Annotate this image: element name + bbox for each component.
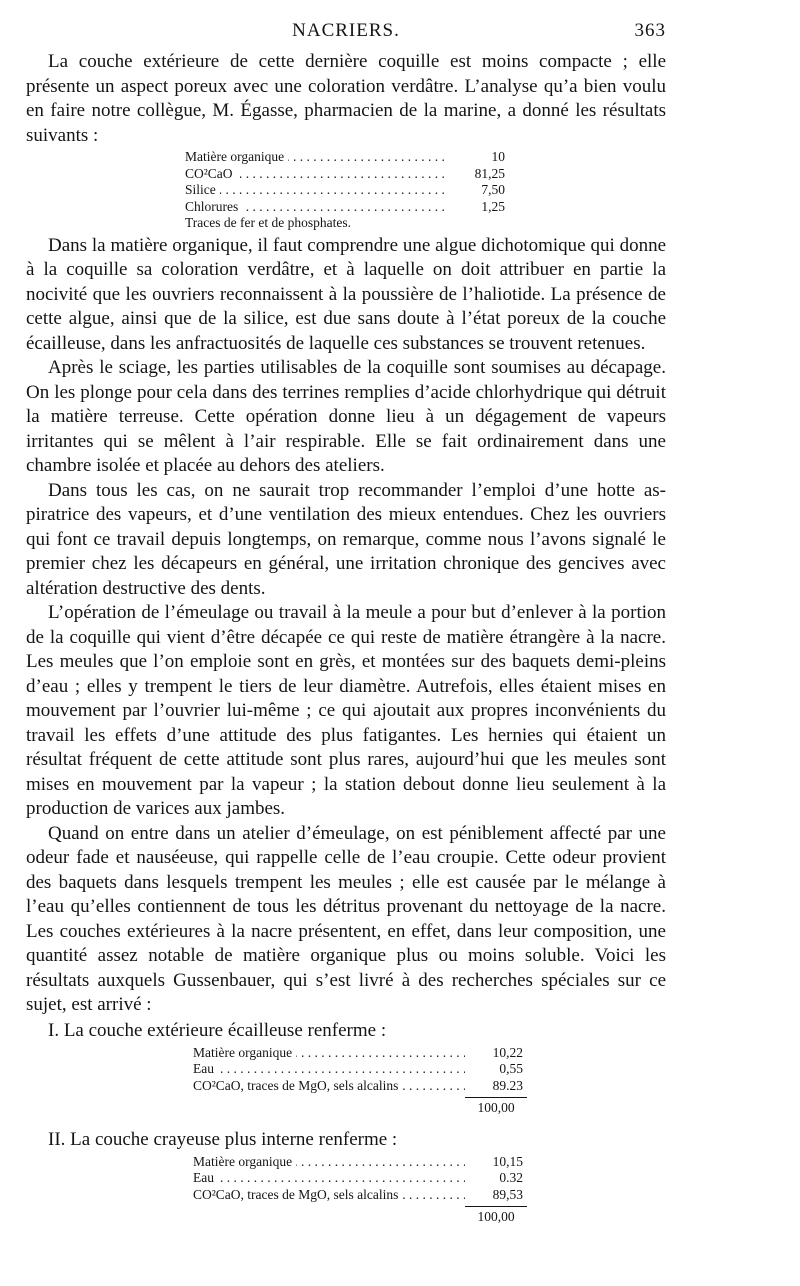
row-value: 89,53 [492, 1186, 523, 1202]
body-text [26, 50, 666, 1228]
table-total: 100,00 [465, 1206, 527, 1226]
row-label: CO²CaO, traces de MgO, sels alcalins [193, 1078, 402, 1093]
analysis-heading-2: II. La couche crayeuse plus interne renferme : [48, 1128, 398, 1150]
row-value: 7,50 [481, 182, 505, 197]
row-value: 89.23 [492, 1077, 523, 1093]
row-value: 0.32 [499, 1170, 523, 1185]
row-value: 10,22 [492, 1044, 523, 1060]
table-row [193, 1061, 666, 1078]
table-note: Traces de fer et de phosphates. [185, 215, 351, 230]
table-row [193, 1154, 666, 1171]
row-label: CO²CaO [185, 166, 237, 181]
paragraph-4: Dans tous les cas, on ne saurait trop recommander l’emploi d’une hotte aspiratrice des vapeurs, et d’une ventilation des mieux entendues. Chez les ouvriers qui font ce travail depuis longtemps, on remarque, comme nous l’avons signalé le premier chez les décapeurs en général, une irritation chronique des gencives avec altération destructive des dents. [26, 479, 666, 599]
paragraph-2: Dans la matière organique, il faut comprendre une algue dichotomique qui donne à la coquille sa coloration verdâtre, et à laquelle on doit attribuer en partie la nocivité que les ouvriers reconnaissent à la poussière de l’haliotide. La présence de cette algue, ainsi que de la silice, est due sans doute à l’état poreux de la couche écailleuse, dans les anfractuosités de laquelle ces substances se trouvent retenues. [26, 234, 666, 354]
row-label: Matière organique [185, 149, 288, 164]
chapter-title: NACRIERS. [292, 20, 400, 41]
paragraph-6: Quand on entre dans un atelier d’émeulage, on est péniblement affecté par une odeur fade et nauséeuse, qui rappelle celle de l’eau croupie. Cette odeur provient des baquets dans lesquels trempent les meules ; elle est causée par le mélange à l’eau qu’elles contiennent de tous les détritus provenant du nettoyage de la nacre. Les couches extérieures à la nacre présentent, en effet, dans leur composition, une quantité assez notable de matière organique plus ou moins soluble. Voici les résultats auxquels Gussenbauer, qui s’est livré à des recherches spéciales sur ce sujet, est arrivé : [26, 822, 666, 1015]
row-label: Eau [193, 1170, 218, 1185]
analysis-table-inner-layer [193, 1154, 666, 1226]
analysis-table-haliotide [185, 149, 666, 232]
row-label: Chlorures [185, 199, 242, 214]
paragraph-3: Après le sciage, les parties utilisables de la coquille sont soumises au décapage. On les plonge pour cela dans des terrines remplies d’acide chlorhydrique qui détruit la matière terreuse. Cette opération donne lieu à un dégagement de vapeurs irritantes qui se mêlent à l’air respirable. Elle se fait ordinairement dans une chambre isolée et placée au dehors des ateliers. [26, 357, 666, 476]
table-row [193, 1078, 666, 1095]
analysis-heading-1: I. La couche extérieure écailleuse renferme : [48, 1019, 387, 1041]
paragraph-5: L’opération de l’émeulage ou travail à la meule a pour but d’enlever à la portion de la coquille qui vient d’être décapée ce qui reste de matière étrangère à la nacre. Les meules que l’on emploie sont en grès, et montées sur des baquets demi-pleins d’eau ; elles y trempent le tiers de leur diamètre. Autrefois, elles étaient mises en mouvement par l’ouvrier lui-même ; ce qui ajoutait aux propres inconvénients du travail les effets d’une attitude des plus fatigantes. Les hernies qui étaient un résultat fréquent de cette attitude sont plus rares, aujourd’hui que les meules sont mises en mouvement par la vapeur ; la station debout donne lieu seulement à la production de varices aux jambes. [26, 602, 666, 819]
table-row [193, 1045, 666, 1062]
row-value: 1,25 [481, 198, 505, 214]
running-head [26, 20, 666, 46]
row-value: 81,25 [474, 165, 505, 181]
table-row [193, 1187, 666, 1204]
row-label: Matière organique [193, 1154, 296, 1169]
row-value: 10 [491, 149, 505, 164]
row-label: Silice [185, 182, 220, 197]
row-value: 10,15 [492, 1153, 523, 1169]
table-row [193, 1170, 666, 1187]
row-value: 0,55 [499, 1061, 523, 1076]
paragraph-1: La couche extérieure de cette dernière coquille est moins compacte ; elle présente un aspect poreux avec une coloration verdâtre. L’analyse qu’a bien voulu en faire notre collègue, M. Égasse, pharmacien de la marine, a donné les résultats suivants : [26, 51, 666, 146]
page-number: 363 [634, 20, 666, 41]
table-row [185, 149, 666, 166]
analysis-table-outer-layer [193, 1045, 666, 1117]
row-label: Eau [193, 1061, 218, 1076]
spacer [26, 1119, 666, 1127]
table-row [185, 199, 666, 216]
row-label: CO²CaO, traces de MgO, sels alcalins [193, 1187, 402, 1202]
table-row [185, 182, 666, 199]
row-label: Matière organique [193, 1045, 296, 1060]
table-row [185, 166, 666, 183]
table-total: 100,00 [465, 1097, 527, 1117]
